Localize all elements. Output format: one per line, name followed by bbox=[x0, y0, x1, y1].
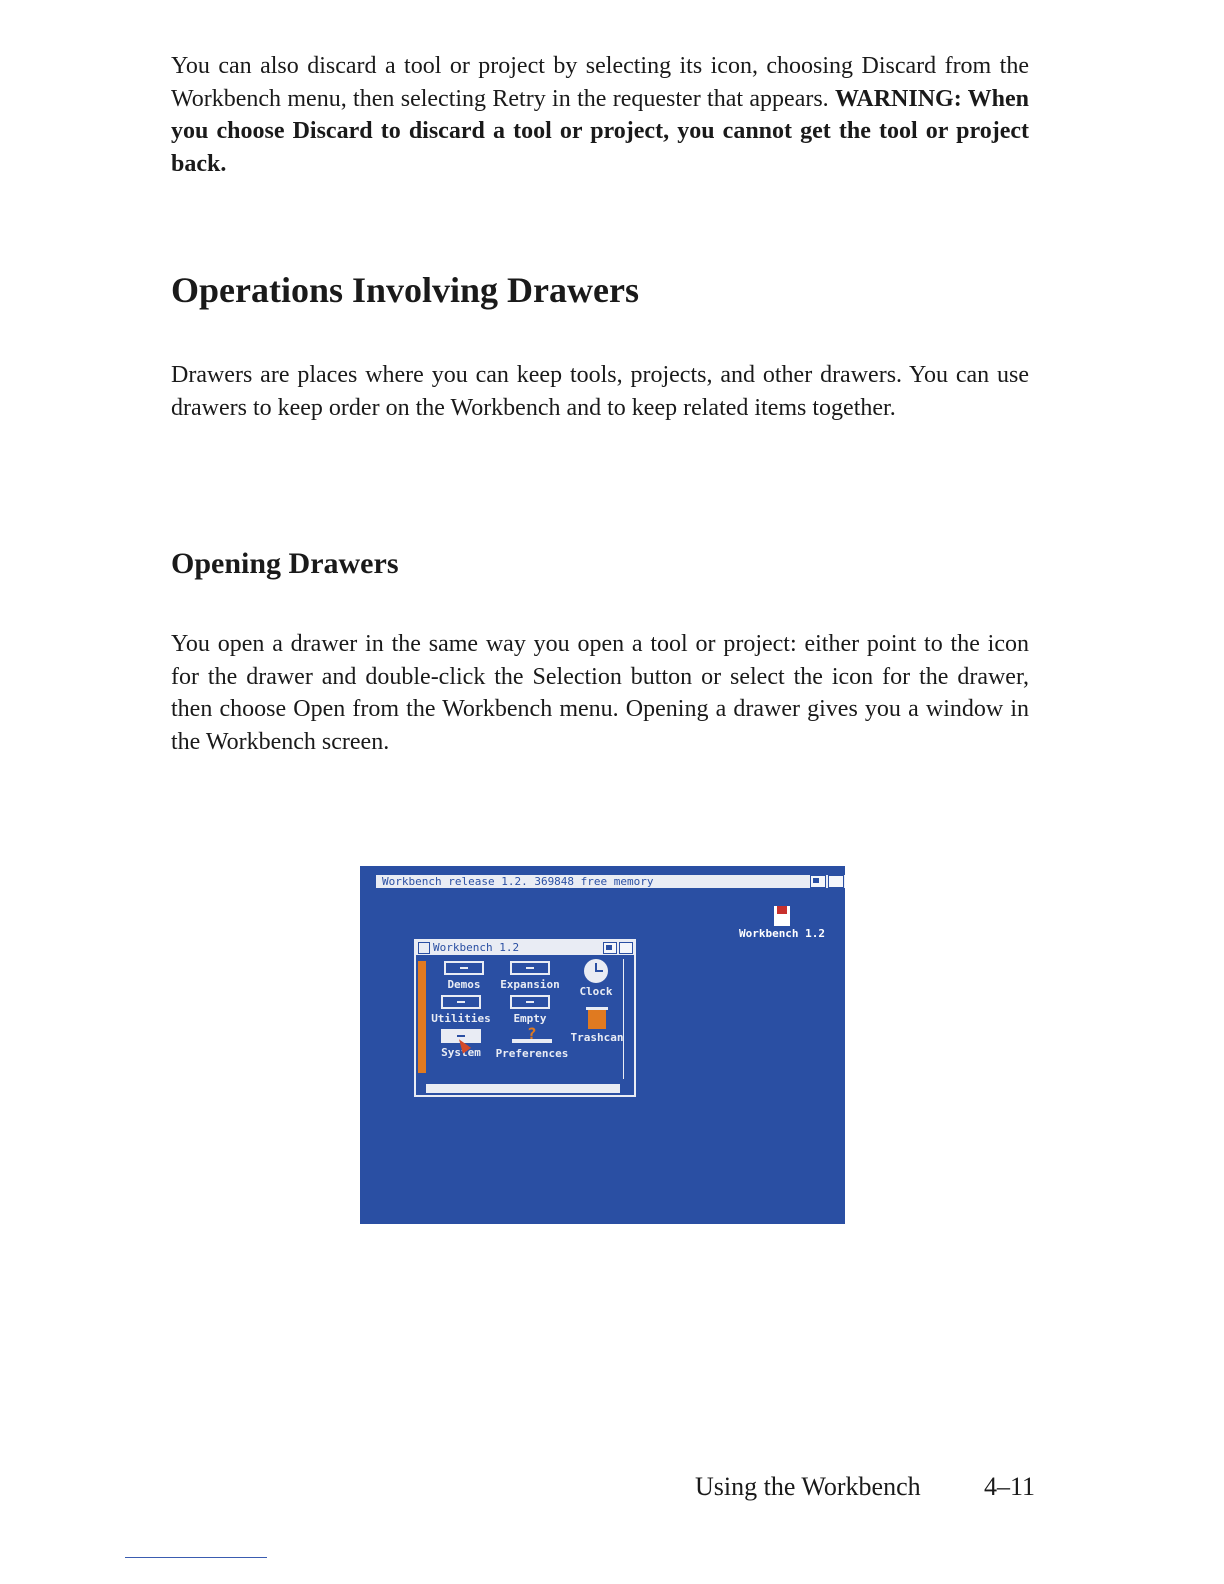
expansion-label: Expansion bbox=[500, 978, 560, 991]
drawer-icon bbox=[510, 961, 550, 975]
intro-text: You can also discard a tool or project by selecting its icon, choosing Discard from the Workbench menu, then selecting Retry in the requester that appears. bbox=[171, 53, 1029, 112]
clock-icon bbox=[584, 959, 608, 983]
screen-front-icon[interactable] bbox=[810, 875, 826, 888]
section-paragraph-block bbox=[171, 359, 1029, 424]
utilities-label: Utilities bbox=[431, 1012, 491, 1025]
trashcan-label: Trashcan bbox=[570, 1031, 624, 1044]
window-front-icon[interactable] bbox=[603, 942, 617, 954]
horizontal-scrollbar[interactable] bbox=[426, 1084, 620, 1093]
clock-tool[interactable] bbox=[572, 959, 620, 998]
drawer-icon bbox=[441, 995, 481, 1009]
window-depth-gadgets[interactable] bbox=[603, 942, 633, 954]
running-title: Using the Workbench bbox=[695, 1472, 921, 1501]
drawer-icon bbox=[444, 961, 484, 975]
subsection-heading-block bbox=[171, 547, 1029, 581]
screen-title-text: Workbench release 1.2. 369848 free memory bbox=[382, 875, 654, 888]
demos-drawer[interactable] bbox=[440, 961, 488, 991]
intro-paragraph bbox=[171, 50, 1029, 180]
drawer-icon bbox=[510, 995, 550, 1009]
demos-label: Demos bbox=[447, 978, 481, 991]
section-heading: Operations Involving Drawers bbox=[171, 270, 639, 310]
disk-icon[interactable] bbox=[774, 906, 790, 926]
workbench-screenshot bbox=[360, 866, 845, 1224]
trashcan-icon bbox=[588, 1007, 606, 1029]
empty-label: Empty bbox=[513, 1012, 547, 1025]
screen-title-bar[interactable] bbox=[376, 875, 845, 888]
window-title-bar[interactable] bbox=[416, 941, 634, 955]
workbench-disk[interactable] bbox=[732, 906, 832, 941]
preferences-icon bbox=[512, 1033, 552, 1045]
close-icon[interactable] bbox=[418, 942, 430, 954]
footer-rule bbox=[125, 1557, 267, 1558]
disk-label: Workbench 1.2 bbox=[738, 927, 826, 940]
utilities-drawer[interactable] bbox=[426, 995, 496, 1025]
clock-label: Clock bbox=[579, 985, 613, 998]
system-label: System bbox=[441, 1046, 481, 1059]
window-left-border bbox=[418, 961, 426, 1073]
section-paragraph: Drawers are places where you can keep tools, projects, and other drawers. You can use drawers to keep order on the Workbench and to keep related items together. bbox=[171, 362, 1029, 421]
page-number: 4–11 bbox=[983, 1472, 1035, 1501]
workbench-window[interactable] bbox=[414, 939, 636, 1097]
section-heading-block bbox=[171, 270, 1029, 310]
warning-text: WARNING: When you choose Discard to discard a tool or project, you cannot get the tool or project back. bbox=[171, 85, 1029, 177]
page-footer bbox=[695, 1470, 1035, 1504]
preferences-label: Preferences bbox=[495, 1047, 569, 1060]
expansion-drawer[interactable] bbox=[496, 961, 564, 991]
subsection-heading: Opening Drawers bbox=[171, 547, 399, 580]
screen-back-icon[interactable] bbox=[828, 875, 844, 888]
preferences-tool[interactable] bbox=[486, 1033, 578, 1060]
window-back-icon[interactable] bbox=[619, 942, 633, 954]
window-title-text: Workbench 1.2 bbox=[433, 941, 520, 954]
empty-drawer[interactable] bbox=[504, 995, 556, 1025]
screen-depth-gadgets[interactable] bbox=[810, 875, 844, 888]
subsection-paragraph: You open a drawer in the same way you open a tool or project: either point to the icon for the drawer and double-click the Selection button or select the icon for the drawer, then choose Open from the Workbench menu. Opening a drawer gives you a window in the Workbench screen. bbox=[171, 631, 1029, 755]
subsection-paragraph-block bbox=[171, 628, 1029, 758]
